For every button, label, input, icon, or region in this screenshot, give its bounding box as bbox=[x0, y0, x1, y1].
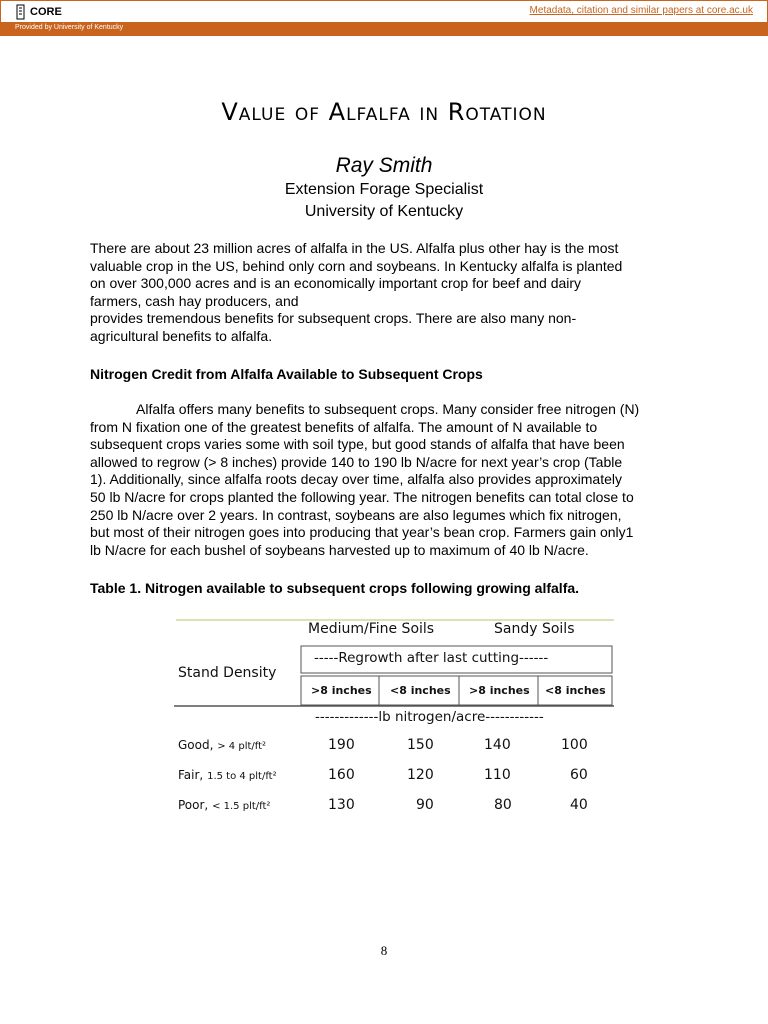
body-line: from N fixation one of the greatest benefits of alfalfa. The amount of N available to bbox=[90, 418, 598, 435]
table-cell: 130 bbox=[328, 797, 355, 813]
intro-line: provides tremendous benefits for subsequent crops. There are also many non- bbox=[90, 310, 577, 327]
body-line: lb N/acre for each bushel of soybeans harvested up to maximum of 40 lb N/acre. bbox=[90, 541, 589, 558]
table-cell: 60 bbox=[570, 767, 588, 783]
intro-line: There are about 23 million acres of alfalfa in the US. Alfalfa plus other hay is the most bbox=[90, 240, 619, 256]
body-line: but most of their nitrogen goes into producing that year’s bean crop. Farmers gain only1 bbox=[90, 524, 634, 541]
author-institution: University of Kentucky bbox=[304, 203, 464, 220]
table-cell: 150 bbox=[407, 737, 434, 753]
intro-line: farmers, cash hay producers, and bbox=[90, 292, 299, 309]
page-number: 8 bbox=[380, 943, 388, 958]
core-logo-icon bbox=[15, 3, 27, 21]
table-row-label: Good, > 4 plt/ft² bbox=[178, 738, 267, 752]
author-name: Ray Smith bbox=[335, 154, 433, 177]
table-soil-sandy: Sandy Soils bbox=[494, 621, 575, 637]
table-units: -------------lb nitrogen/acre------------ bbox=[315, 709, 544, 725]
intro-line: on over 300,000 acres and is an economically important crop for beef and dairy bbox=[90, 275, 582, 292]
table-row-label: Fair, 1.5 to 4 plt/ft² bbox=[178, 768, 277, 782]
table-cell: 80 bbox=[494, 797, 512, 813]
body-line: Alfalfa offers many benefits to subsequent crops. Many consider free nitrogen (N) bbox=[136, 401, 640, 417]
table-subheader: >8 inches bbox=[311, 684, 372, 697]
body-line: 50 lb N/acre for crops planted the following year. The nitrogen benefits can total close to bbox=[90, 488, 634, 505]
core-metadata-link[interactable]: Metadata, citation and similar papers at core.ac.uk bbox=[529, 5, 753, 16]
table-cell: 100 bbox=[561, 737, 588, 753]
table-soil-medium: Medium/Fine Soils bbox=[308, 621, 435, 637]
table-row-label: Poor, < 1.5 plt/ft² bbox=[178, 798, 271, 812]
body-line: subsequent crops varies some with soil type, but good stands of alfalfa that have been bbox=[90, 436, 625, 453]
core-header bbox=[0, 0, 768, 23]
intro-line: agricultural benefits to alfalfa. bbox=[90, 327, 273, 344]
provided-by-text[interactable]: Provided by University of Kentucky bbox=[15, 24, 124, 31]
body-line: 1). Additionally, since alfalfa roots decay over time, alfalfa also provides approximately bbox=[90, 471, 623, 488]
table-stand-density: Stand Density bbox=[178, 665, 277, 681]
table-subheader: >8 inches bbox=[469, 684, 530, 697]
core-logo[interactable] bbox=[15, 3, 62, 21]
table-cell: 90 bbox=[416, 797, 434, 813]
section-heading: Nitrogen Credit from Alfalfa Available to Subsequent Crops bbox=[90, 366, 483, 382]
table-subheader: <8 inches bbox=[545, 684, 606, 697]
document-title: Value of Alfalfa in Rotation bbox=[221, 98, 547, 126]
table-cell: 190 bbox=[328, 737, 355, 753]
table-subheader: <8 inches bbox=[390, 684, 451, 697]
table-regrowth: -----Regrowth after last cutting------ bbox=[314, 650, 549, 666]
body-line: 250 lb N/acre over 2 years. In contrast, soybeans are also legumes which fix nitrogen, bbox=[90, 506, 622, 523]
body-paragraph bbox=[90, 401, 690, 559]
table-caption: Table 1. Nitrogen available to subsequent crops following growing alfalfa. bbox=[90, 580, 580, 596]
nitrogen-table bbox=[174, 606, 620, 832]
provided-by-bar bbox=[0, 22, 768, 36]
intro-paragraph bbox=[90, 240, 690, 346]
table-cell: 140 bbox=[484, 737, 511, 753]
intro-line: valuable crop in the US, behind only corn and soybeans. In Kentucky alfalfa is planted bbox=[90, 257, 623, 274]
table-cell: 110 bbox=[484, 767, 511, 783]
table-cell: 160 bbox=[328, 767, 355, 783]
body-line: allowed to regrow (> 8 inches) provide 140 to 190 lb N/acre for next year’s crop (Table bbox=[90, 453, 623, 470]
core-brand: CORE bbox=[30, 6, 62, 18]
table-cell: 120 bbox=[407, 767, 434, 783]
author-position: Extension Forage Specialist bbox=[284, 181, 484, 198]
table-cell: 40 bbox=[570, 797, 588, 813]
